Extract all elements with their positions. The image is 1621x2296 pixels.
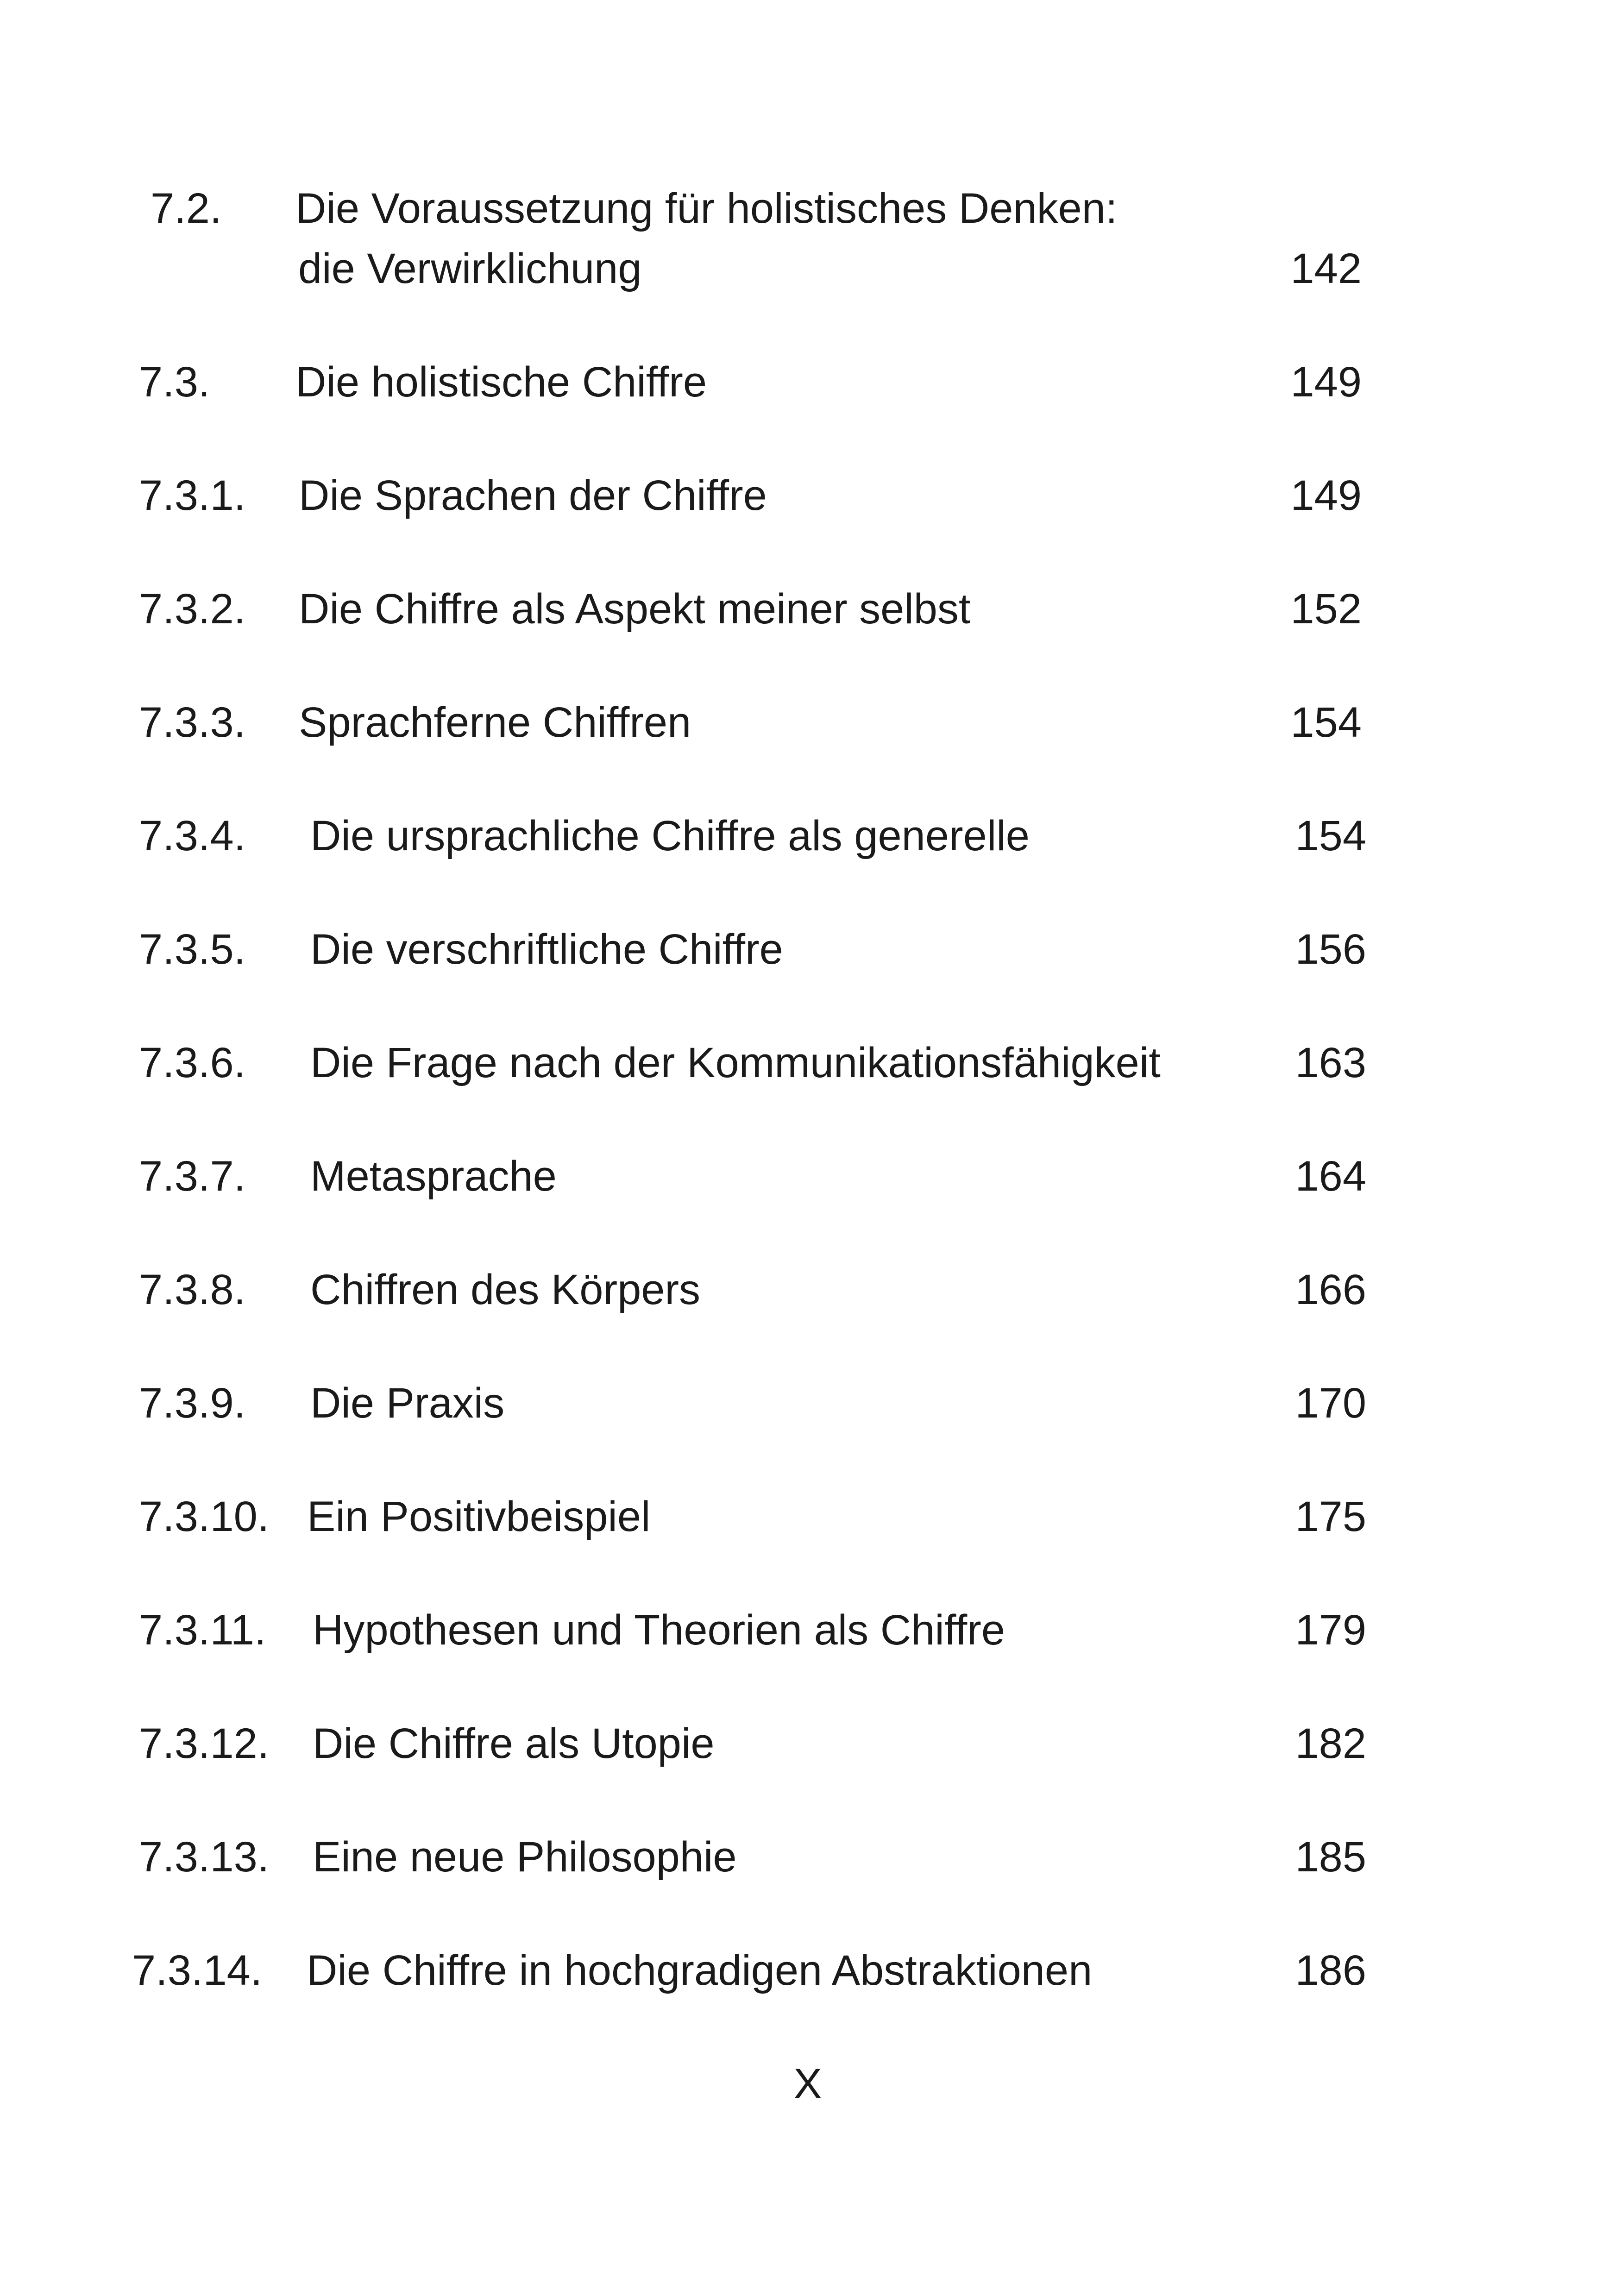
toc-entry-number: 7.3.11. xyxy=(139,1606,266,1654)
toc-entry-7-3-1 xyxy=(0,465,1621,526)
toc-entry-7-3-3 xyxy=(0,692,1621,753)
toc-entry-number: 7.3.4. xyxy=(139,812,246,859)
toc-entry-number: 7.3.12. xyxy=(139,1720,270,1767)
toc-entry-number: 7.3.1. xyxy=(139,472,246,519)
toc-entry-7-3-10 xyxy=(0,1487,1621,1547)
toc-entry-page: 175 xyxy=(1295,1493,1366,1540)
toc-entry-page: 185 xyxy=(1295,1833,1366,1881)
toc-entry-number: 7.3.9. xyxy=(139,1380,246,1427)
toc-entry-title: Sprachferne Chiffren xyxy=(299,699,691,746)
toc-entry-page: 154 xyxy=(1290,699,1362,746)
toc-entry-title: Die Chiffre als Utopie xyxy=(313,1720,715,1767)
toc-entry-page: 152 xyxy=(1290,585,1362,633)
toc-entry-title: Eine neue Philosophie xyxy=(313,1833,737,1881)
toc-entry-7-3-5 xyxy=(0,919,1621,979)
toc-entry-page: 164 xyxy=(1295,1153,1366,1200)
toc-entry-title: Die Frage nach der Kommunikationsfähigkeit xyxy=(310,1039,1161,1086)
toc-entry-title: Chiffren des Körpers xyxy=(310,1266,701,1313)
toc-entry-7-3 xyxy=(0,352,1621,412)
toc-entry-number: 7.3.8. xyxy=(139,1266,246,1313)
toc-entry-page: 182 xyxy=(1295,1720,1366,1767)
toc-entry-title: Die holistische Chiffre xyxy=(295,358,707,406)
toc-entry-page: 149 xyxy=(1290,472,1362,519)
toc-entry-page: 154 xyxy=(1295,812,1366,859)
toc-entry-page: 156 xyxy=(1295,926,1366,973)
toc-entry-title: Die Praxis xyxy=(310,1380,505,1427)
toc-entry-number: 7.3.5. xyxy=(139,926,246,973)
toc-entry-page: 142 xyxy=(1290,245,1362,292)
toc-entry-7-2 xyxy=(0,178,1621,238)
toc-entry-title: Metasprache xyxy=(310,1153,557,1200)
toc-entry-page: 170 xyxy=(1295,1380,1366,1427)
toc-entry-7-3-11 xyxy=(0,1600,1621,1660)
toc-entry-title: Die Voraussetzung für holistisches Denken: xyxy=(295,185,1118,232)
toc-entry-7-2-continuation xyxy=(0,238,1621,299)
toc-entry-page: 163 xyxy=(1295,1039,1366,1086)
toc-entry-title: Hypothesen und Theorien als Chiffre xyxy=(313,1606,1005,1654)
toc-entry-7-3-14 xyxy=(0,1940,1621,2001)
toc-entry-page: 166 xyxy=(1295,1266,1366,1313)
toc-entry-number: 7.3.14. xyxy=(132,1947,263,1994)
toc-entry-title: Ein Positivbeispiel xyxy=(307,1493,651,1540)
toc-entry-number: 7.3.13. xyxy=(139,1833,270,1881)
toc-entry-7-3-6 xyxy=(0,1033,1621,1093)
toc-entry-title: Die Chiffre in hochgradigen Abstraktionen xyxy=(307,1947,1093,1994)
toc-entry-7-3-7 xyxy=(0,1146,1621,1206)
toc-entry-title: Die Chiffre als Aspekt meiner selbst xyxy=(299,585,971,633)
toc-entry-7-3-9 xyxy=(0,1373,1621,1433)
toc-entry-title: Die ursprachliche Chiffre als generelle xyxy=(310,812,1030,859)
toc-entry-number: 7.3.7. xyxy=(139,1153,246,1200)
toc-entry-page: 186 xyxy=(1295,1947,1366,1994)
toc-entry-number: 7.3. xyxy=(139,358,210,406)
toc-entry-number: 7.2. xyxy=(151,185,222,232)
toc-entry-title: Die verschriftliche Chiffre xyxy=(310,926,783,973)
toc-entry-title: Die Sprachen der Chiffre xyxy=(299,472,767,519)
toc-entry-7-3-2 xyxy=(0,579,1621,639)
toc-entry-7-3-12 xyxy=(0,1713,1621,1774)
toc-entry-title-continuation: die Verwirklichung xyxy=(298,245,642,292)
toc-entry-page: 179 xyxy=(1295,1606,1366,1654)
page-folio: X xyxy=(793,2060,822,2108)
toc-entry-7-3-13 xyxy=(0,1827,1621,1887)
toc-entry-number: 7.3.6. xyxy=(139,1039,246,1086)
toc-entry-7-3-4 xyxy=(0,806,1621,866)
toc-entry-number: 7.3.3. xyxy=(139,699,246,746)
toc-entry-page: 149 xyxy=(1290,358,1362,406)
toc-entry-number: 7.3.2. xyxy=(139,585,246,633)
toc-entry-7-3-8 xyxy=(0,1260,1621,1320)
toc-entry-number: 7.3.10. xyxy=(139,1493,270,1540)
